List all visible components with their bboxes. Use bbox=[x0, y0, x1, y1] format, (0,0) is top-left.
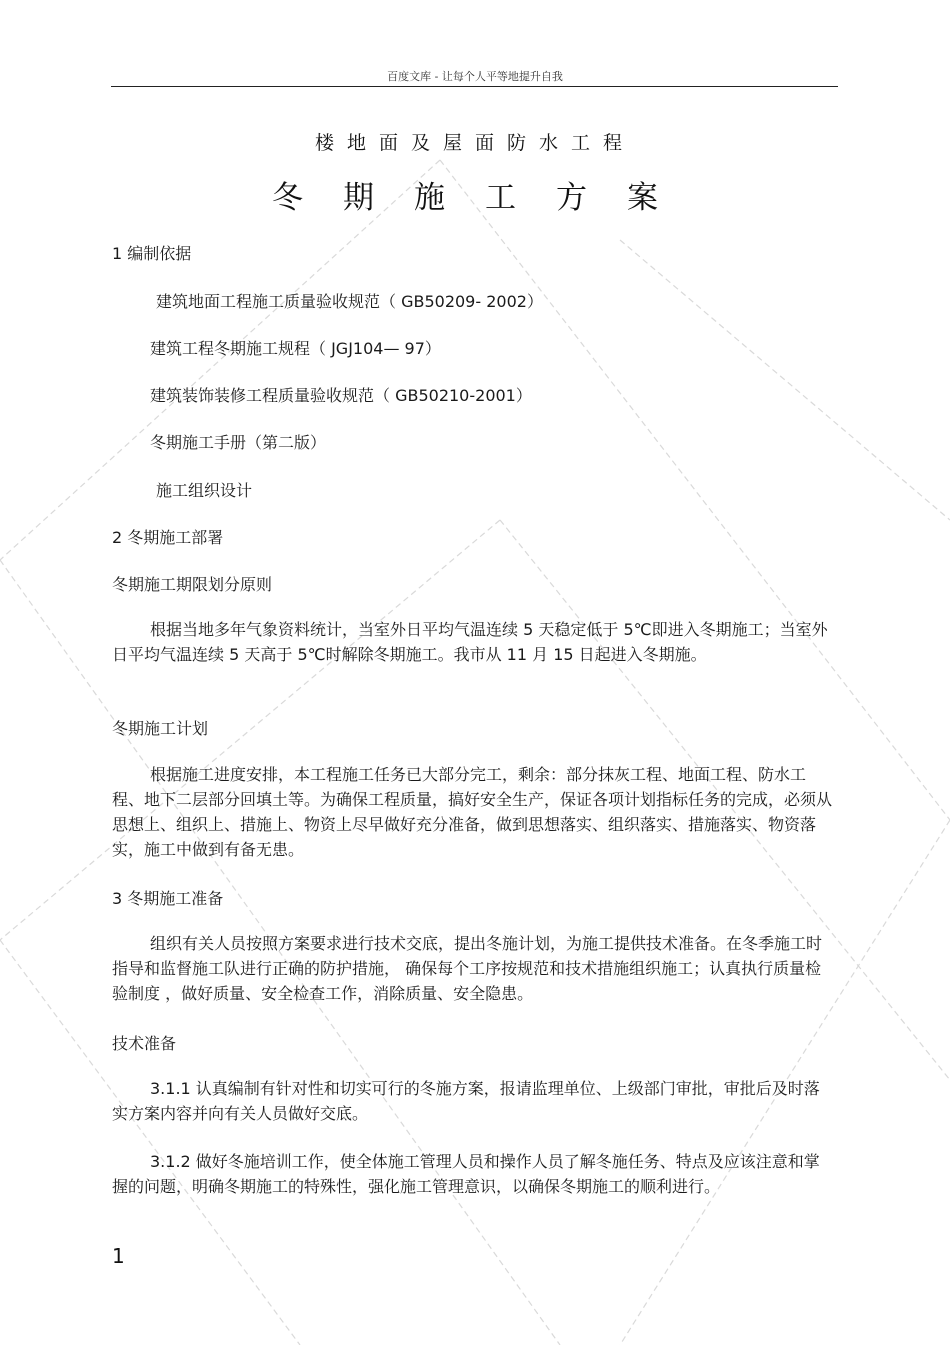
section-heading-3: 3 冬期施工准备 bbox=[112, 889, 224, 908]
paragraph: 根据施工进度安排，本工程施工任务已大部分完工，剩余：部分抹灰工程、地面工程、防水工程、地下二层部分回填土等。为确保工程质量，搞好安全生产，保证各项计划指标任务的完成，必须从思想上、组织上、措施上、物资上尽早做好充分准备，做到思想落实、组织落实、措施落实、物资落实，施工中做到有备无患。 bbox=[112, 765, 833, 859]
reference-item: 建筑装饰装修工程质量验收规范（ GB50210-2001） bbox=[150, 386, 532, 405]
subsection-heading: 技术准备 bbox=[112, 1034, 177, 1053]
document-title-line2: 冬期施工方案 bbox=[272, 180, 698, 216]
page-number: 1 bbox=[112, 1244, 125, 1268]
subsection-heading: 冬期施工期限划分原则 bbox=[112, 575, 273, 594]
header-text: 百度文库 - 让每个人平等地提升自我 bbox=[387, 70, 563, 83]
paragraph: 3.1.2 做好冬施培训工作，使全体施工管理人员和操作人员了解冬施任务、特点及应该注意和掌握的问题，明确冬期施工的特殊性，强化施工管理意识，以确保冬期施工的顺利进行。 bbox=[112, 1152, 820, 1196]
document-title-line1: 楼地面及屋面防水工程 bbox=[314, 132, 635, 154]
section-heading-1: 1 编制依据 bbox=[112, 244, 192, 263]
reference-item: 建筑工程冬期施工规程（ JGJ104— 97） bbox=[150, 339, 441, 358]
reference-item: 建筑地面工程施工质量验收规范（ GB50209- 2002） bbox=[156, 292, 543, 311]
paragraph: 3.1.1 认真编制有针对性和切实可行的冬施方案，报请监理单位、上级部门审批，审批后及时落实方案内容并向有关人员做好交底。 bbox=[112, 1079, 820, 1123]
section-heading-2: 2 冬期施工部署 bbox=[112, 528, 224, 547]
subsection-heading: 冬期施工计划 bbox=[112, 719, 209, 738]
reference-item: 冬期施工手册（第二版） bbox=[150, 433, 327, 452]
reference-item: 施工组织设计 bbox=[156, 481, 253, 500]
paragraph: 组织有关人员按照方案要求进行技术交底，提出冬施计划，为施工提供技术准备。在冬季施工时指导和监督施工队进行正确的防护措施， 确保每个工序按规范和技术措施组织施工；认真执行质量检验制度 ，做好质量、安全检查工作，消除质量、安全隐患。 bbox=[112, 934, 823, 1003]
paragraph: 根据当地多年气象资料统计，当室外日平均气温连续 5 天稳定低于 5℃即进入冬期施工；当室外日平均气温连续 5 天高于 5℃时解除冬期施工。我市从 11 月 15 日起进入冬期施。 bbox=[112, 620, 828, 664]
header-divider bbox=[111, 86, 838, 87]
